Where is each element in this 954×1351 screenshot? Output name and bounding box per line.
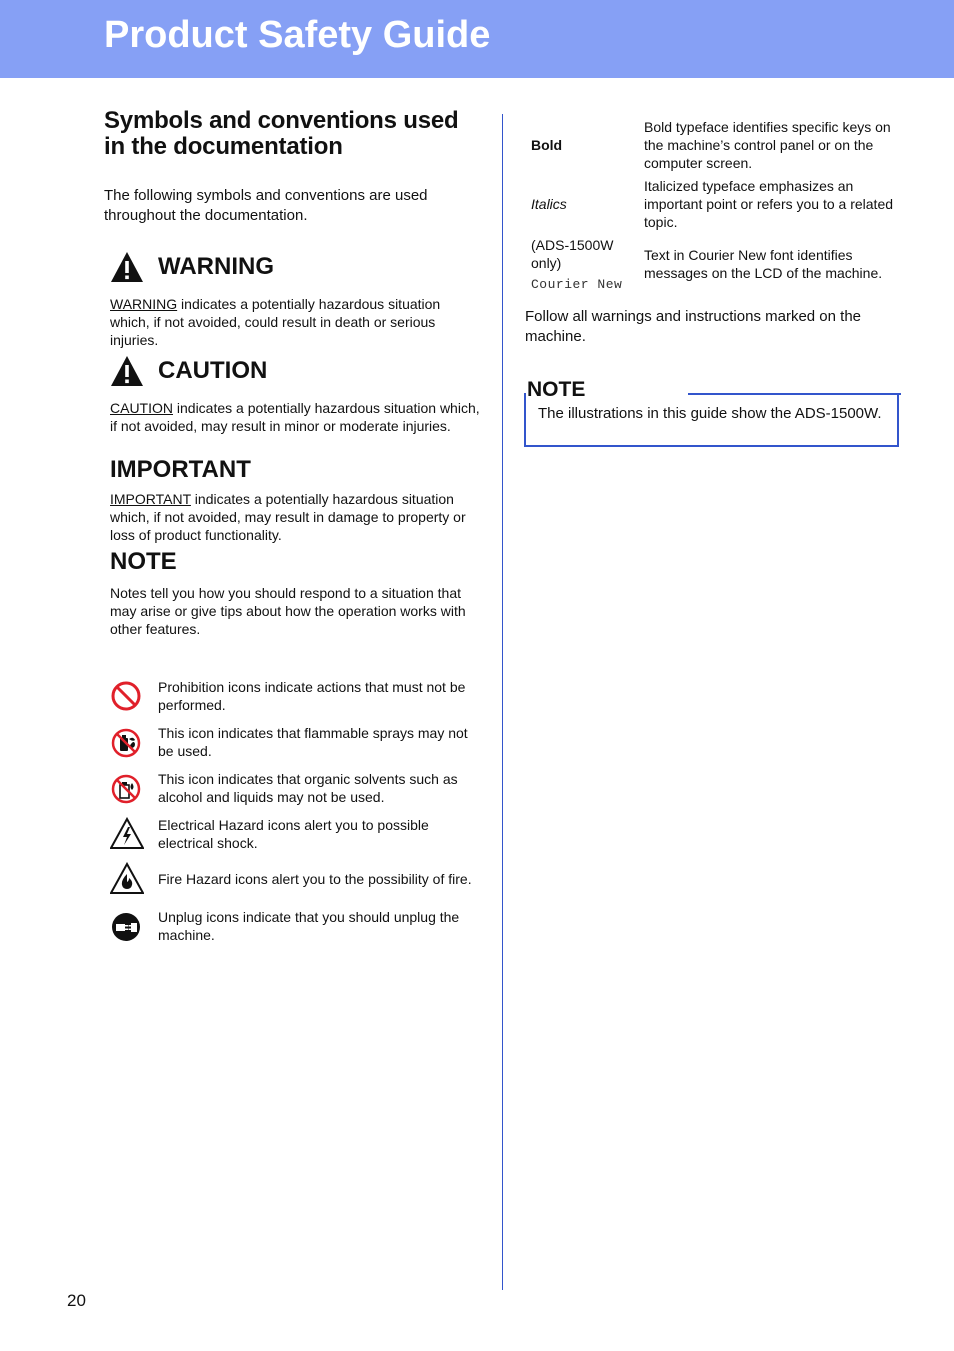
caution-block <box>110 356 480 435</box>
icon-row-organic-solvent <box>110 770 480 806</box>
caution-description: CAUTION indicates a potentially hazardous situation which, if not avoided, may result in minor or moderate injuries. <box>110 400 480 434</box>
column-divider <box>502 114 503 1290</box>
fire-hazard-icon <box>110 862 144 896</box>
unplug-icon <box>110 909 144 943</box>
caution-term: CAUTION <box>110 400 173 416</box>
caution-title: CAUTION <box>158 357 268 384</box>
warning-block <box>110 252 480 349</box>
icon-row-fire-hazard <box>110 862 480 896</box>
convention-desc-courier: Text in Courier New font identifies messages on the LCD of the machine. <box>644 247 883 281</box>
icon-row-electrical-hazard <box>110 816 480 852</box>
important-block <box>110 456 480 544</box>
warning-description: WARNING indicates a potentially hazardous situation which, if not avoided, could result in death or serious injuries. <box>110 296 441 348</box>
prohibition-text: Prohibition icons indicate actions that must not be performed. <box>158 679 466 713</box>
section-heading: Symbols and conventions used in the documentation <box>104 107 459 160</box>
important-term: IMPORTANT <box>110 491 191 507</box>
important-description: IMPORTANT indicates a potentially hazardous situation which, if not avoided, may result in damage to property or loss of product functionality. <box>110 491 466 543</box>
organic-solvent-text: This icon indicates that organic solvents such as alcohol and liquids may not be used. <box>158 771 458 805</box>
note-title: NOTE <box>110 548 177 575</box>
note-box-title: NOTE <box>527 378 589 402</box>
page-number: 20 <box>67 1291 86 1310</box>
convention-desc-bold: Bold typeface identifies specific keys on the machine’s control panel or on the computer screen. <box>644 119 891 171</box>
warning-title: WARNING <box>158 253 274 280</box>
icon-row-unplug <box>110 908 480 944</box>
header-banner <box>0 0 954 78</box>
courier-new-sample: Courier New <box>531 277 623 292</box>
note-box-text: The illustrations in this guide show the ADS-1500W. <box>538 405 882 422</box>
no-flammable-spray-icon <box>110 725 144 759</box>
page-title: Product Safety Guide <box>104 14 491 56</box>
unplug-text: Unplug icons indicate that you should unplug the machine. <box>158 909 460 943</box>
caution-triangle-icon <box>110 355 144 387</box>
note-block <box>110 548 480 638</box>
icon-row-prohibition <box>110 678 480 714</box>
note-box-top-rule <box>688 393 901 395</box>
fire-hazard-text: Fire Hazard icons alert you to the possibility of fire. <box>158 871 472 887</box>
important-title: IMPORTANT <box>110 456 251 483</box>
convention-desc-italics: Italicized typeface emphasizes an important point or refers you to a related topic. <box>644 178 894 230</box>
no-organic-solvent-icon <box>110 771 144 805</box>
warning-triangle-icon <box>110 251 144 283</box>
left-column-intro <box>104 108 479 226</box>
warning-term: WARNING <box>110 296 178 312</box>
icon-row-flammable-spray <box>110 724 480 760</box>
flammable-spray-text: This icon indicates that flammable sprays may not be used. <box>158 725 468 759</box>
convention-label-bold: Bold <box>531 137 563 153</box>
follow-instructions-text: Follow all warnings and instructions marked on the machine. <box>525 308 861 345</box>
prohibition-icon <box>110 679 144 713</box>
intro-text: The following symbols and conventions are used throughout the documentation. <box>104 187 428 224</box>
note-description: Notes tell you how you should respond to a situation that may arise or give tips about how the operation works with other features. <box>110 585 466 637</box>
electrical-hazard-text: Electrical Hazard icons alert you to possible electrical shock. <box>158 817 429 851</box>
convention-label-courier: (ADS-1500W only) Courier New <box>531 236 631 294</box>
convention-label-italics: Italics <box>531 196 567 212</box>
electrical-hazard-icon <box>110 817 144 851</box>
